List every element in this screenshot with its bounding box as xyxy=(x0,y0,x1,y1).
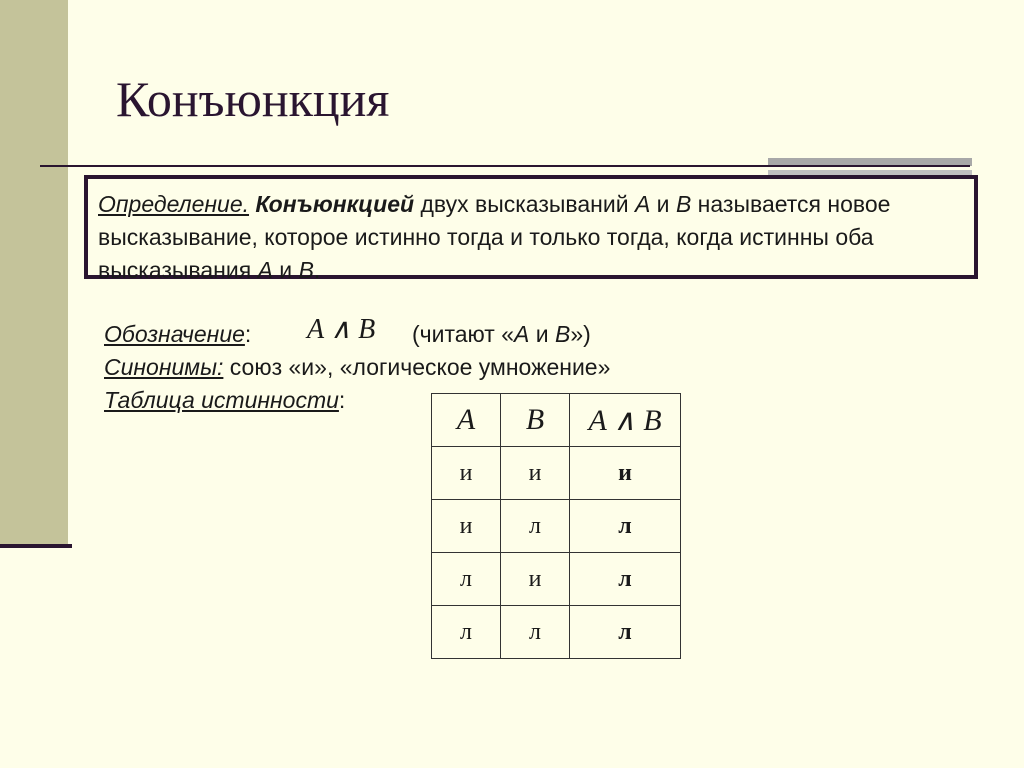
cell-result: л xyxy=(570,553,681,606)
table-row xyxy=(432,500,681,553)
header-a: A xyxy=(432,394,501,447)
definition-var-b: В xyxy=(675,191,692,217)
truth-table xyxy=(431,393,681,659)
table-row xyxy=(432,553,681,606)
synonyms-text: союз «и», «логическое умножение» xyxy=(223,354,611,380)
notation-read-and: и xyxy=(529,321,556,347)
table-row xyxy=(432,606,681,659)
cell-b: л xyxy=(501,500,570,553)
left-decor-bar xyxy=(0,0,68,546)
definition-term: Конъюнкцией xyxy=(255,191,415,217)
table-row xyxy=(432,447,681,500)
synonyms-label: Синонимы: xyxy=(104,354,224,380)
definition-text-2: называется новое высказывание, которое истинно тогда и только тогда, когда истинны оба высказывания xyxy=(98,191,891,283)
cell-a: л xyxy=(432,553,501,606)
cell-result: и xyxy=(570,447,681,500)
header-b: B xyxy=(501,394,570,447)
notation-formula: A ∧ B xyxy=(307,314,376,345)
title-divider xyxy=(40,165,970,167)
notation-read-b: В xyxy=(555,321,571,347)
definition-var-b2: В xyxy=(298,257,314,283)
slide-title: Конъюнкция xyxy=(116,71,390,127)
cell-a: и xyxy=(432,500,501,553)
cell-a: л xyxy=(432,606,501,659)
cell-result: л xyxy=(570,500,681,553)
definition-label: Определение. xyxy=(98,191,250,217)
notation-reading xyxy=(412,318,591,351)
notation-read-open: (читают « xyxy=(412,321,515,347)
definition-and-1: и xyxy=(650,191,676,217)
notation-colon: : xyxy=(244,321,252,347)
cell-b: и xyxy=(501,553,570,606)
definition-var-a2: А xyxy=(257,257,273,283)
header-a-and-b: A ∧ B xyxy=(570,394,681,447)
notation-read-close: ») xyxy=(570,321,591,347)
definition-box xyxy=(84,175,978,283)
cell-b: и xyxy=(501,447,570,500)
notation-label: Обозначение xyxy=(104,321,245,347)
notation-read-a: А xyxy=(514,321,530,347)
synonyms-line xyxy=(104,351,610,384)
truth-table-label: Таблица истинности xyxy=(104,387,339,413)
definition-and-2: и xyxy=(272,257,299,283)
left-decor-bar-edge xyxy=(0,544,72,548)
cell-b: л xyxy=(501,606,570,659)
truth-table-label-colon: : xyxy=(338,387,346,413)
cell-a: и xyxy=(432,447,501,500)
definition-end: . xyxy=(313,257,321,283)
cell-result: л xyxy=(570,606,681,659)
definition-var-a: А xyxy=(634,191,651,217)
truth-table-header xyxy=(432,394,681,447)
definition-text-1: двух высказываний xyxy=(414,191,635,217)
